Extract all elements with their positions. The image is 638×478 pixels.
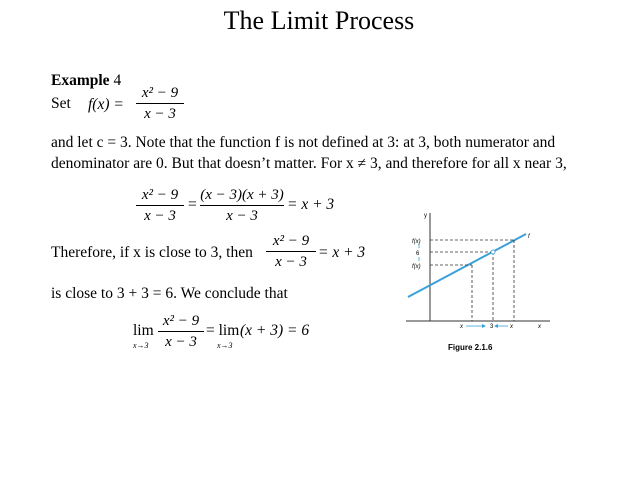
- six-label: 6: [416, 251, 420, 257]
- set-word: Set: [51, 95, 71, 112]
- eq1-lhs-numerator: x² − 9: [141, 187, 179, 203]
- close-line: is close to 3 + 3 = 6. We conclude that: [51, 285, 288, 302]
- three-label: 3: [490, 324, 494, 330]
- lim-right: = lim: [206, 322, 240, 339]
- example-heading: [51, 72, 121, 90]
- f-of-x-label: f(x) =: [88, 96, 124, 113]
- lim-left-sub: x→3: [133, 341, 149, 350]
- eq1-mid-denominator: x − 3: [226, 208, 258, 224]
- figure-graph: [400, 205, 560, 355]
- eq3-denominator: x − 3: [165, 334, 197, 350]
- hole-point: [491, 250, 495, 254]
- slide-title: The Limit Process: [223, 6, 415, 35]
- eq1-mid-numerator: (x − 3)(x + 3): [200, 187, 284, 203]
- lim-left: lim: [133, 322, 154, 339]
- fx-lower-label: f(x): [412, 264, 421, 270]
- x-left-label: x: [460, 324, 463, 330]
- f-numerator: x² − 9: [141, 85, 179, 101]
- x-axis-label: x: [538, 324, 541, 330]
- f-label: f: [528, 234, 530, 240]
- f-denominator: x − 3: [144, 106, 176, 122]
- figure-caption: Figure 2.1.6: [448, 343, 493, 352]
- example-label: Example: [51, 72, 110, 89]
- eq2-fraction: [266, 232, 316, 271]
- fx-upper-label: f(x): [412, 239, 421, 245]
- lim-right-expr: (x + 3) = 6: [240, 322, 310, 339]
- eq2-numerator: x² − 9: [272, 233, 310, 249]
- y-axis-label: y: [424, 213, 427, 219]
- eq2-rhs: = x + 3: [318, 244, 366, 261]
- eq1-lhs-fraction: [136, 186, 184, 225]
- eq3-fraction: [158, 312, 204, 351]
- eq1-mid-fraction: [200, 186, 284, 225]
- eq1-rhs: = x + 3: [287, 196, 335, 213]
- lim-right-sub: x→3: [217, 341, 233, 350]
- eq1-lhs-denominator: x − 3: [144, 208, 176, 224]
- function-line: [408, 234, 526, 297]
- example-number: 4: [113, 72, 122, 89]
- eq3-numerator: x² − 9: [162, 313, 200, 329]
- therefore-text: Therefore, if x is close to 3, then: [51, 244, 253, 261]
- body-line-1: and let c = 3. Note that the function f is not defined at 3: at 3, both numerator and: [51, 134, 556, 151]
- body-line-2: denominator are 0. But that doesn’t matter. For x ≠ 3, and therefore for all x near 3,: [51, 155, 567, 172]
- x-right-label: x: [510, 324, 513, 330]
- f-definition-fraction: [136, 84, 184, 123]
- eq2-denominator: x − 3: [275, 254, 307, 270]
